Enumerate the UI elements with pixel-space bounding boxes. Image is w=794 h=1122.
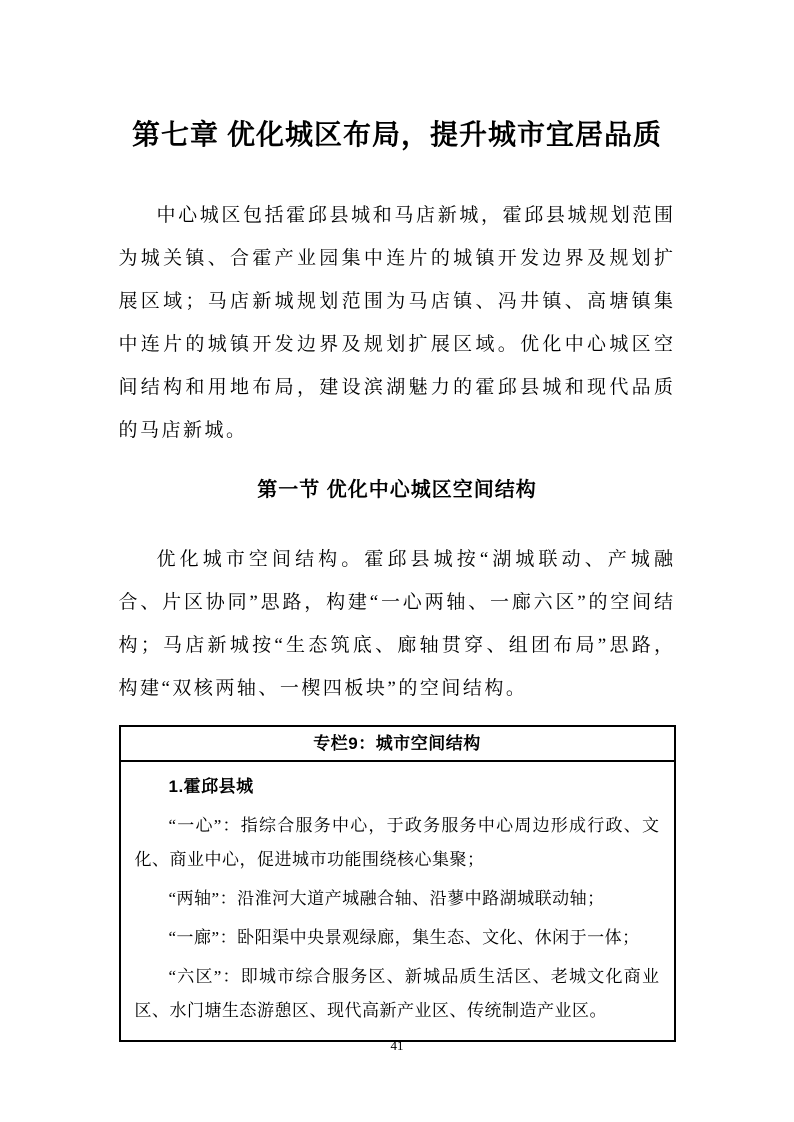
body-paragraph-intro: 中心城区包括霍邱县城和马店新城，霍邱县城规划范围为城关镇、合霍产业园集中连片的城镇开发边界及规划扩展区域；马店新城规划范围为马店镇、冯井镇、高塘镇集中连片的城镇开发边界及规划扩展区域。优化中心城区空间结构和用地布局，建设滨湖魅力的霍邱县城和现代品质的马店新城。 [118, 205, 676, 441]
body-paragraph-section: 优化城市空间结构。霍邱县城按“湖城联动、产城融合、片区协同”思路，构建“一心两轴、一廊六区”的空间结构；马店新城按“生态筑底、廊轴贯穿、组团布局”思路，构建“双核两轴、一楔四板块”的空间结构。 [118, 549, 676, 699]
column-box-item: “一廊”：卧阳渠中央景观绿廊，集生态、文化、休闲于一体； [168, 928, 640, 947]
column-box-body [121, 762, 674, 1040]
column-box-item: “两轴”：沿淮河大道产城融合轴、沿蓼中路湖城联动轴； [168, 889, 605, 908]
page-content [119, 0, 676, 1042]
column-box-item: “六区”：即城市综合服务区、新城品质生活区、老城文化商业区、水门塘生态游憩区、现代高新产业区、传统制造产业区。 [134, 967, 660, 1020]
chapter-title: 第七章 优化城区布局，提升城市宜居品质 [131, 120, 662, 151]
section-title: 第一节 优化中心城区空间结构 [257, 479, 537, 501]
column-box-item: “一心”：指综合服务中心，于政务服务中心周边形成行政、文化、商业中心，促进城市功能围绕核心集聚； [134, 816, 660, 869]
column-box [119, 725, 676, 1042]
column-box-item-heading: 1.霍邱县城 [168, 777, 254, 796]
column-box-title: 专栏9：城市空间结构 [121, 727, 674, 762]
page-number: 41 [390, 1038, 404, 1053]
